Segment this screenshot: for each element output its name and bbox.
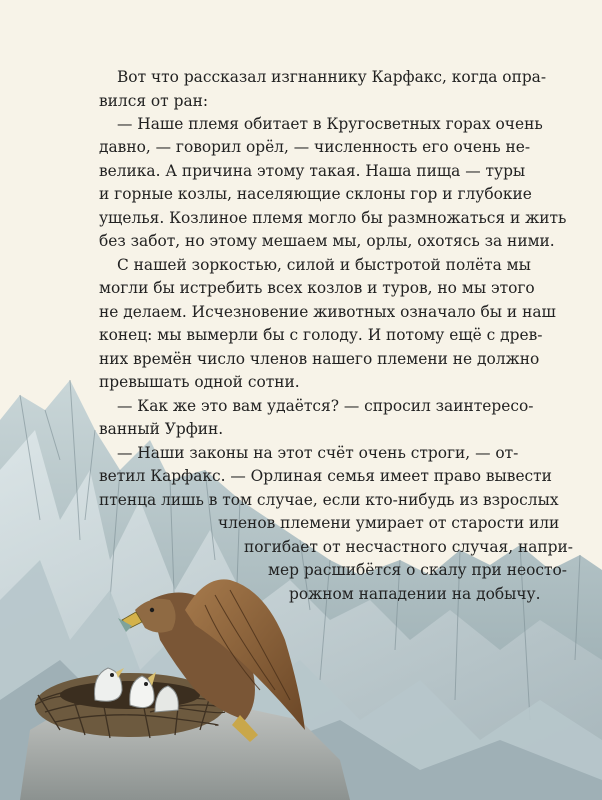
text-line: С нашей зоркостью, силой и быстротой полёта мы [117, 256, 531, 274]
text-line: членов племени умирает от старости или [218, 514, 560, 532]
text-line: Вот что рассказал изгнаннику Карфакс, когда опра- [117, 68, 547, 86]
text-line: — Наши законы на этот счёт очень строги, — от- [117, 444, 519, 462]
text-line: — Наше племя обитает в Кругосветных горах очень [117, 115, 543, 133]
text-line: — Как же это вам удаётся? — спросил заинтересо- [117, 397, 534, 415]
text-line: них времён число членов нашего племени не должно [99, 350, 540, 368]
text-line: птенца лишь в том случае, если кто-нибудь из взрослых [99, 491, 559, 509]
text-line: не делаем. Исчезновение животных означало бы и наш [99, 303, 556, 321]
text-line: ванный Урфин. [99, 420, 224, 438]
text-line: погибает от несчастного случая, напри- [244, 538, 573, 556]
text-line: превышать одной сотни. [99, 373, 300, 391]
text-line: конец: мы вымерли бы с голоду. И потому ещё с древ- [99, 326, 543, 344]
text-line: велика. А причина этому такая. Наша пища — туры [99, 162, 526, 180]
text-line: ветил Карфакс. — Орлиная семья имеет право вывести [99, 467, 552, 485]
text-line: мер расшибётся о скалу при неосто- [268, 561, 567, 579]
text-line: без забот, но этому мешаем мы, орлы, охотясь за ними. [99, 232, 555, 250]
text-line: рожном нападении на добычу. [289, 585, 541, 603]
text-line: ущелья. Козлиное племя могло бы размножаться и жить [99, 209, 567, 227]
text-line: вился от ран: [99, 92, 209, 110]
text-line: давно, — говорил орёл, — численность его очень не- [99, 138, 531, 156]
text-line: и горные козлы, населяющие склоны гор и глубокие [99, 185, 532, 203]
text-line: могли бы истребить всех козлов и туров, но мы этого [99, 279, 535, 297]
